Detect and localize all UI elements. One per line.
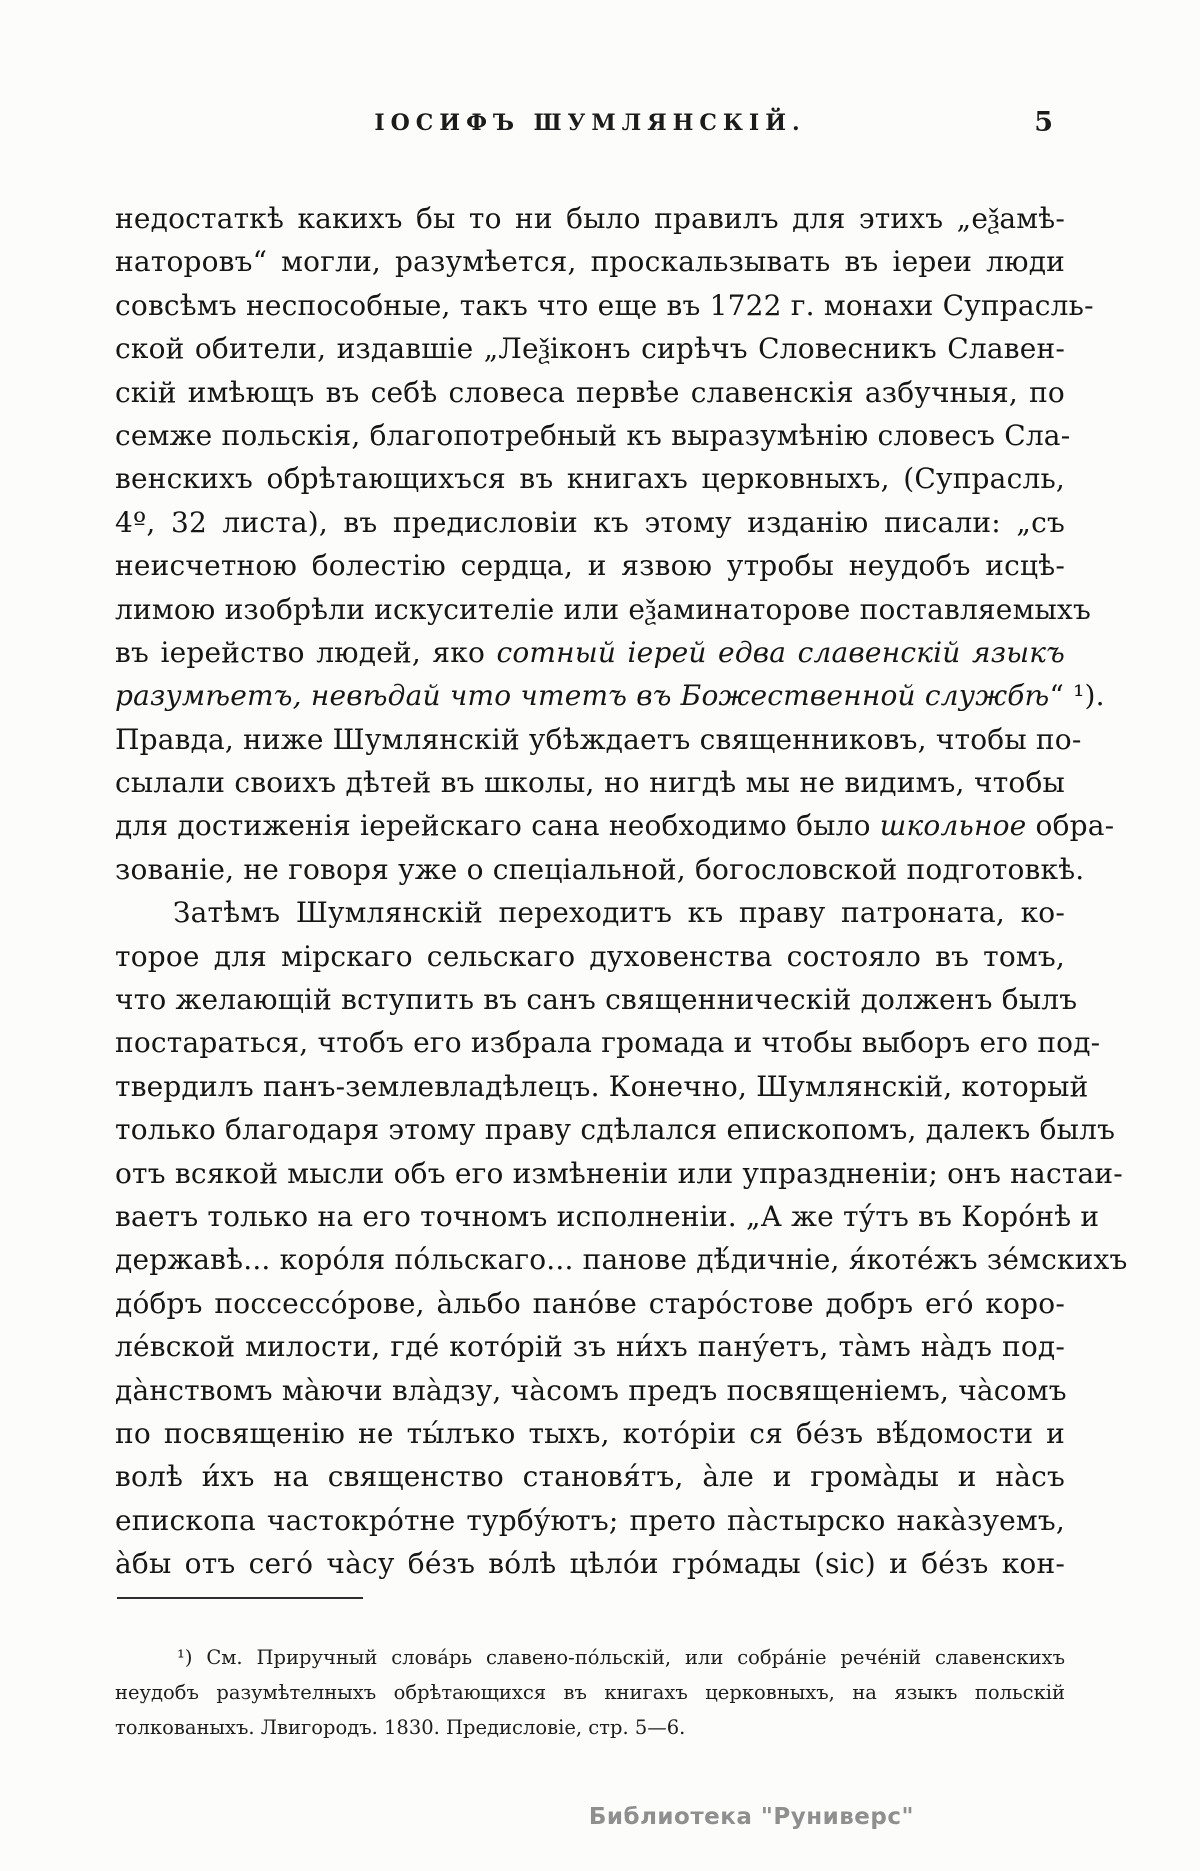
body-line — [115, 1021, 1101, 1064]
text-segment: торое для мірскаго сельскаго духовенства состояло въ томъ, — [115, 939, 1065, 973]
footnote-line: толкованыхъ. Лвигородъ. 1830. Предисловіе, стр. 5—6. — [115, 1716, 686, 1739]
body-text — [115, 197, 1128, 1586]
body-line — [115, 197, 1065, 240]
body-line — [115, 457, 1065, 500]
text-segment: епископа частокро́тне турбу́ютъ; прето па̀стырско нака̀зуемъ, — [115, 1503, 1065, 1537]
text-segment: отъ всякой мысли объ его измѣненіи или упраздненіи; онъ настаи- — [115, 1156, 1123, 1190]
italic-text-segment: сотный іерей едва славенскій языкъ — [496, 635, 1065, 669]
body-line — [115, 327, 1065, 370]
body-line — [115, 1412, 1065, 1455]
text-segment: Затѣмъ Шумлянскій переходитъ къ праву патроната, ко- — [173, 896, 1065, 930]
footnote-line: неудобъ разумѣтелныхъ обрѣтающихся въ книгахъ церковныхъ, на языкъ польскій — [115, 1681, 1065, 1704]
body-line — [115, 1065, 1089, 1108]
running-title: ІОСИФЪ ШУМЛЯНСКІЙ. — [374, 110, 806, 136]
watermark-library-runivers: Библиотека "Руниверс" — [588, 1804, 914, 1830]
text-segment: твердилъ панъ-землевладѣлецъ. Конечно, Шумлянскій, который — [115, 1069, 1089, 1103]
footnote-line: ¹) См. Приручный слова́рь славено-по́льскій, или собра́ніе рече́ній славенскихъ — [177, 1646, 1065, 1669]
body-line — [115, 588, 1092, 631]
text-segment: державѣ... коро́ля по́льскаго... панове дѣ́дичніе, я́коте́жъ зе́мскихъ — [115, 1243, 1128, 1277]
text-segment: по посвященію не ты́лъко тыхъ, кото́ріи ся бе́зъ вѣ́домости и — [115, 1416, 1065, 1450]
running-header — [115, 107, 1065, 150]
footnote — [115, 1640, 1065, 1745]
body-line — [115, 1369, 1065, 1412]
italic-text-segment: школьное — [879, 809, 1027, 843]
text-segment: венскихъ обрѣтающихъся въ книгахъ церковныхъ, (Супрасль, — [115, 462, 1065, 496]
body-line — [115, 1238, 1128, 1281]
body-line — [115, 1282, 1065, 1325]
body-line — [115, 501, 1065, 544]
italic-text-segment: разумѣетъ, невѣдай что чтетъ въ Божественной службѣ — [115, 679, 1050, 713]
body-line — [115, 284, 1094, 327]
text-segment: Правда, ниже Шумлянскій убѣждаетъ священниковъ, чтобы по- — [115, 722, 1082, 756]
text-segment: ской обители, издавшіе „Леѯіконъ сирѣчъ Словесникъ Славен- — [115, 332, 1065, 366]
text-segment: семже польскія, благопотребный къ выразумѣнію словесъ Сла- — [115, 418, 1071, 452]
body-line — [115, 1499, 1065, 1542]
body-line — [115, 1542, 1065, 1585]
text-segment: зованіе, не говоря уже о спеціальной, богословской подготовкѣ. — [115, 852, 1085, 886]
text-segment: совсѣмъ неспособные, такъ что еще въ 1722 г. монахи Супрасль- — [115, 288, 1094, 322]
text-segment: постараться, чтобъ его избрала громада и чтобы выборъ его под- — [115, 1026, 1101, 1060]
text-segment: ле́вской милости, где́ кото́рій зъ ни́хъ пану́етъ, та̀мъ на̀дъ под- — [115, 1330, 1065, 1364]
body-line — [115, 1108, 1116, 1151]
text-segment: скій имѣющъ въ себѣ словеса первѣе славенскія азбучныя, по — [115, 375, 1065, 409]
body-line — [115, 935, 1065, 978]
text-segment: недостаткѣ какихъ бы то ни было правилъ для этихъ „еѯамѣ- — [115, 202, 1065, 235]
body-line — [115, 414, 1071, 457]
text-segment: неисчетною болестію сердца, и язвою утробы неудобъ исцѣ- — [115, 549, 1065, 583]
text-segment: да̀нствомъ ма̀ючи вла̀дзу, ча̀сомъ предъ посвященіемъ, ча̀сомъ — [115, 1373, 1067, 1407]
text-segment: 4º, 32 листа), въ предисловіи къ этому изданію писали: „съ — [115, 505, 1065, 539]
text-segment: волѣ и́хъ на священство становя́тъ, а̀ле и грома̀ды и на̀съ — [115, 1460, 1065, 1494]
body-line — [115, 674, 1105, 717]
text-segment: лимою изобрѣли искусителіе или еѯаминаторове поставляемыхъ — [115, 592, 1092, 626]
body-line — [115, 1325, 1065, 1368]
text-segment: въ іерейство людей, яко — [115, 635, 497, 669]
text-segment: до́бръ поссессо́рове, а̀льбо пано́ве старо́стове добръ его́ коро- — [115, 1286, 1065, 1320]
text-segment: что желающій вступить въ санъ священническій долженъ былъ — [115, 983, 1078, 1017]
body-line — [115, 631, 1065, 674]
body-line — [115, 848, 1085, 891]
text-segment: а̀бы отъ сего́ ча̀су бе́зъ во́лѣ цѣло́и гро́мады (sic) и бе́зъ кон- — [115, 1547, 1065, 1581]
text-segment: обра- — [1026, 809, 1115, 843]
body-line — [115, 978, 1078, 1021]
body-line — [115, 371, 1065, 414]
text-segment: “ ¹). — [1049, 679, 1105, 713]
text-segment: ваетъ только на его точномъ исполненіи. „А же ту́тъ въ Коро́нѣ и — [115, 1199, 1100, 1233]
body-line — [115, 1152, 1123, 1195]
body-line — [115, 544, 1065, 587]
page-number: 5 — [1034, 107, 1053, 138]
body-line — [115, 891, 1065, 934]
body-line — [115, 804, 1115, 847]
text-segment: для достиженія іерейскаго сана необходимо было — [115, 809, 880, 843]
text-segment: только благодаря этому праву сдѣлался епископомъ, далекъ былъ — [115, 1113, 1116, 1147]
body-line — [115, 240, 1065, 283]
footnote-rule — [117, 1597, 363, 1599]
text-segment: наторовъ“ могли, разумѣется, проскальзывать въ іереи люди — [115, 245, 1065, 279]
body-line — [115, 761, 1065, 804]
body-line — [115, 1195, 1100, 1238]
body-line — [115, 1455, 1065, 1498]
text-segment: сылали своихъ дѣтей въ школы, но нигдѣ мы не видимъ, чтобы — [115, 766, 1065, 800]
body-line — [115, 718, 1082, 761]
